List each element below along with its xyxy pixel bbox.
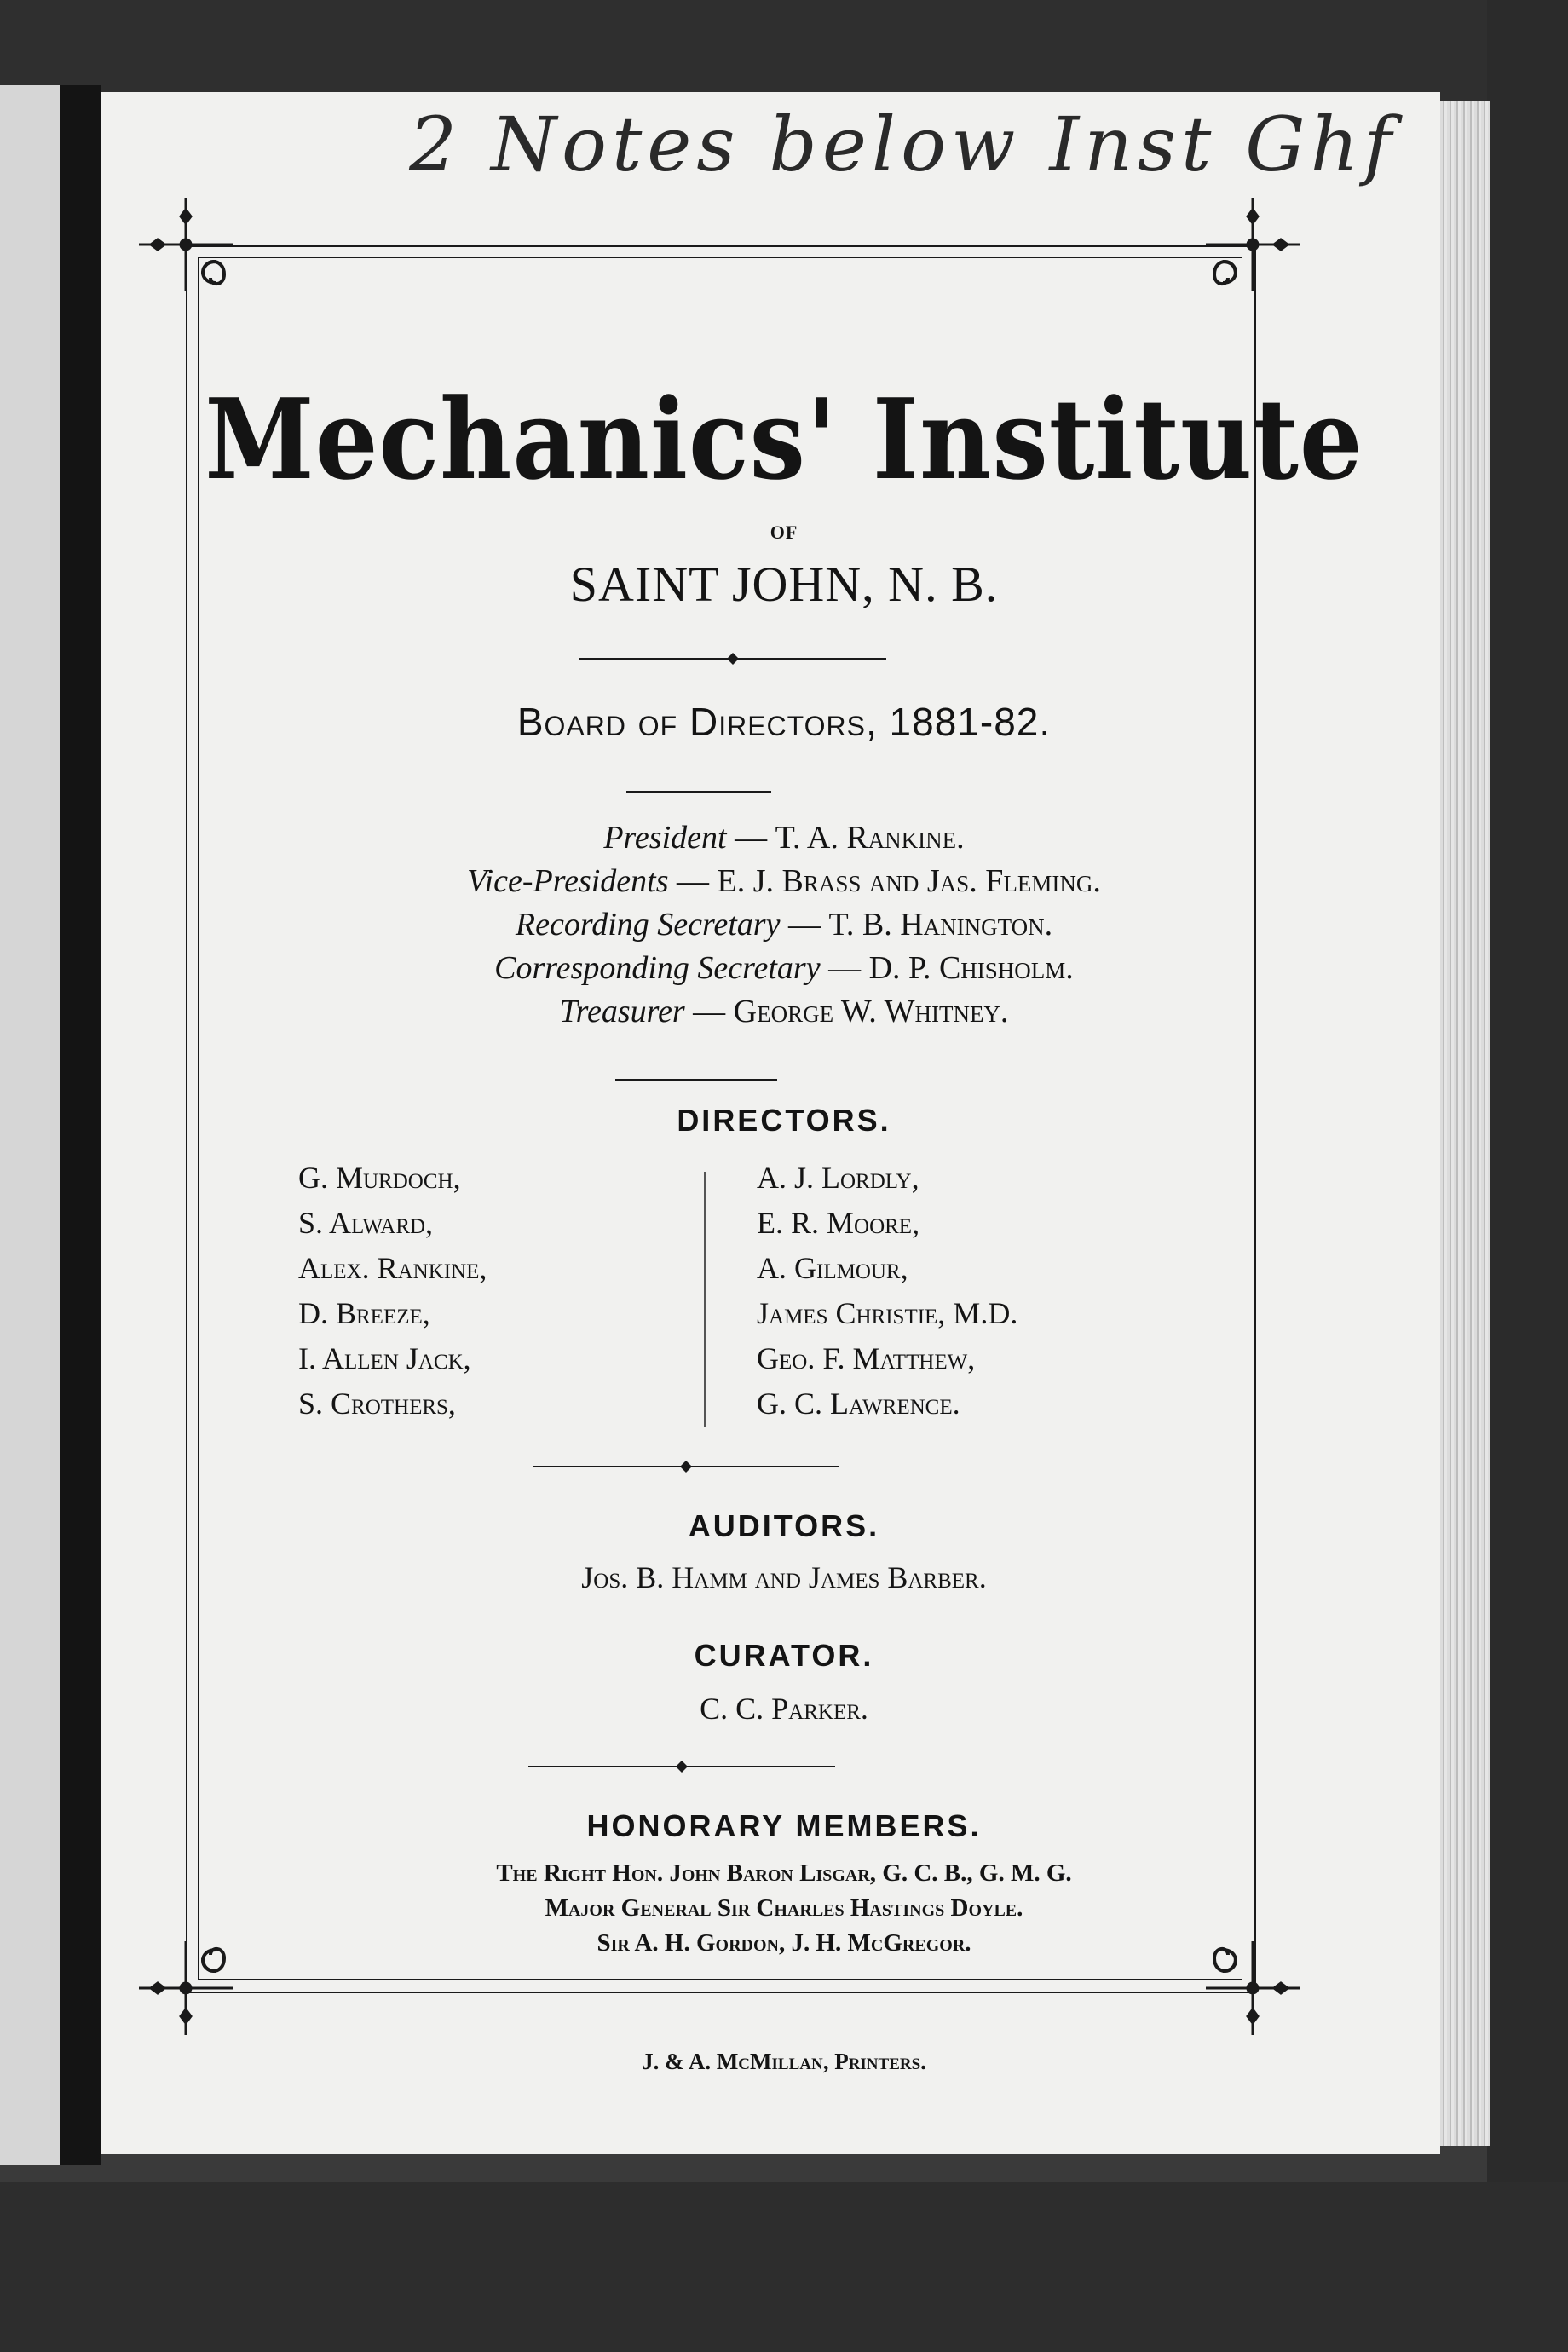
corner-ornament-icon: [1197, 189, 1308, 300]
officer-line: [0, 903, 1568, 947]
auditors-names: Jos. B. Hamm and James Barber.: [581, 1560, 987, 1594]
honorary-member: Major General Sir Charles Hastings Doyle.: [545, 1894, 1023, 1922]
directors-heading: DIRECTORS.: [677, 1103, 891, 1138]
officer-role: Treasurer: [559, 994, 685, 1029]
city-line: SAINT JOHN, N. B.: [569, 556, 999, 612]
officer-line: [0, 860, 1568, 903]
handwritten-note: 2 Notes below Inst Ghf: [409, 101, 1397, 188]
honorary-member: Sir A. H. Gordon, J. H. McGregor.: [597, 1929, 971, 1957]
officer-line: [0, 990, 1568, 1034]
officer-line: [0, 947, 1568, 990]
divider-ornament-icon: [579, 646, 886, 672]
officer-dash: —: [780, 907, 829, 943]
director-name: E. R. Moore,: [757, 1206, 920, 1240]
curator-name: C. C. Parker.: [700, 1692, 868, 1726]
officer-name: T. A. Rankine.: [775, 820, 965, 856]
honorary-member: The Right Hon. John Baron Lisgar, G. C. B., G. M. G.: [496, 1859, 1072, 1887]
curator-heading: CURATOR.: [694, 1638, 874, 1673]
board-heading: Board of Directors, 1881-82.: [516, 700, 1052, 744]
director-name: A. J. Lordly,: [757, 1161, 919, 1195]
divider-ornament-icon: [528, 1754, 835, 1779]
divider-ornament-icon: [533, 1454, 839, 1479]
officer-name: D. P. Chisholm.: [868, 950, 1074, 986]
director-name: Alex. Rankine,: [298, 1251, 487, 1285]
short-rule: [626, 791, 771, 793]
honorary-heading: HONORARY MEMBERS.: [586, 1808, 982, 1843]
officer-role: President: [603, 820, 727, 856]
officer-role: Corresponding Secretary: [494, 950, 821, 986]
scan-background-top: [0, 0, 1568, 101]
directors-right-column: [757, 1156, 1017, 1427]
officer-role: Vice-Presidents: [467, 863, 669, 899]
officer-name: E. J. Brass and Jas. Fleming.: [717, 863, 1101, 899]
officer-line: [0, 816, 1568, 860]
officer-dash: —: [726, 820, 775, 856]
directors-left-column: [298, 1156, 487, 1427]
short-rule: [615, 1079, 777, 1081]
printer-credit: J. & A. McMillan, Printers.: [642, 2049, 926, 2074]
title-connector: OF: [770, 522, 798, 543]
officer-role: Recording Secretary: [515, 907, 781, 943]
director-name: G. Murdoch,: [298, 1161, 461, 1195]
page-title: Mechanics' Institute: [205, 375, 1363, 505]
officer-dash: —: [684, 994, 734, 1029]
scan-background-bottom: [0, 2182, 1568, 2352]
auditors-heading: AUDITORS.: [688, 1508, 880, 1543]
column-divider: [704, 1172, 706, 1427]
officer-dash: —: [668, 863, 718, 899]
director-name: S. Alward,: [298, 1206, 434, 1240]
scan-background-right: [1487, 0, 1568, 2352]
director-name: I. Allen Jack,: [298, 1341, 471, 1375]
director-name: James Christie, M.D.: [757, 1296, 1018, 1330]
director-name: G. C. Lawrence.: [757, 1386, 960, 1421]
director-name: D. Breeze,: [298, 1296, 430, 1330]
director-name: S. Crothers,: [298, 1386, 456, 1421]
officer-dash: —: [820, 950, 869, 986]
officer-name: T. B. Hanington.: [828, 907, 1053, 943]
director-name: Geo. F. Matthew,: [757, 1341, 976, 1375]
director-name: A. Gilmour,: [757, 1251, 908, 1285]
corner-ornament-icon: [130, 189, 241, 300]
officer-name: George W. Whitney.: [733, 994, 1009, 1029]
